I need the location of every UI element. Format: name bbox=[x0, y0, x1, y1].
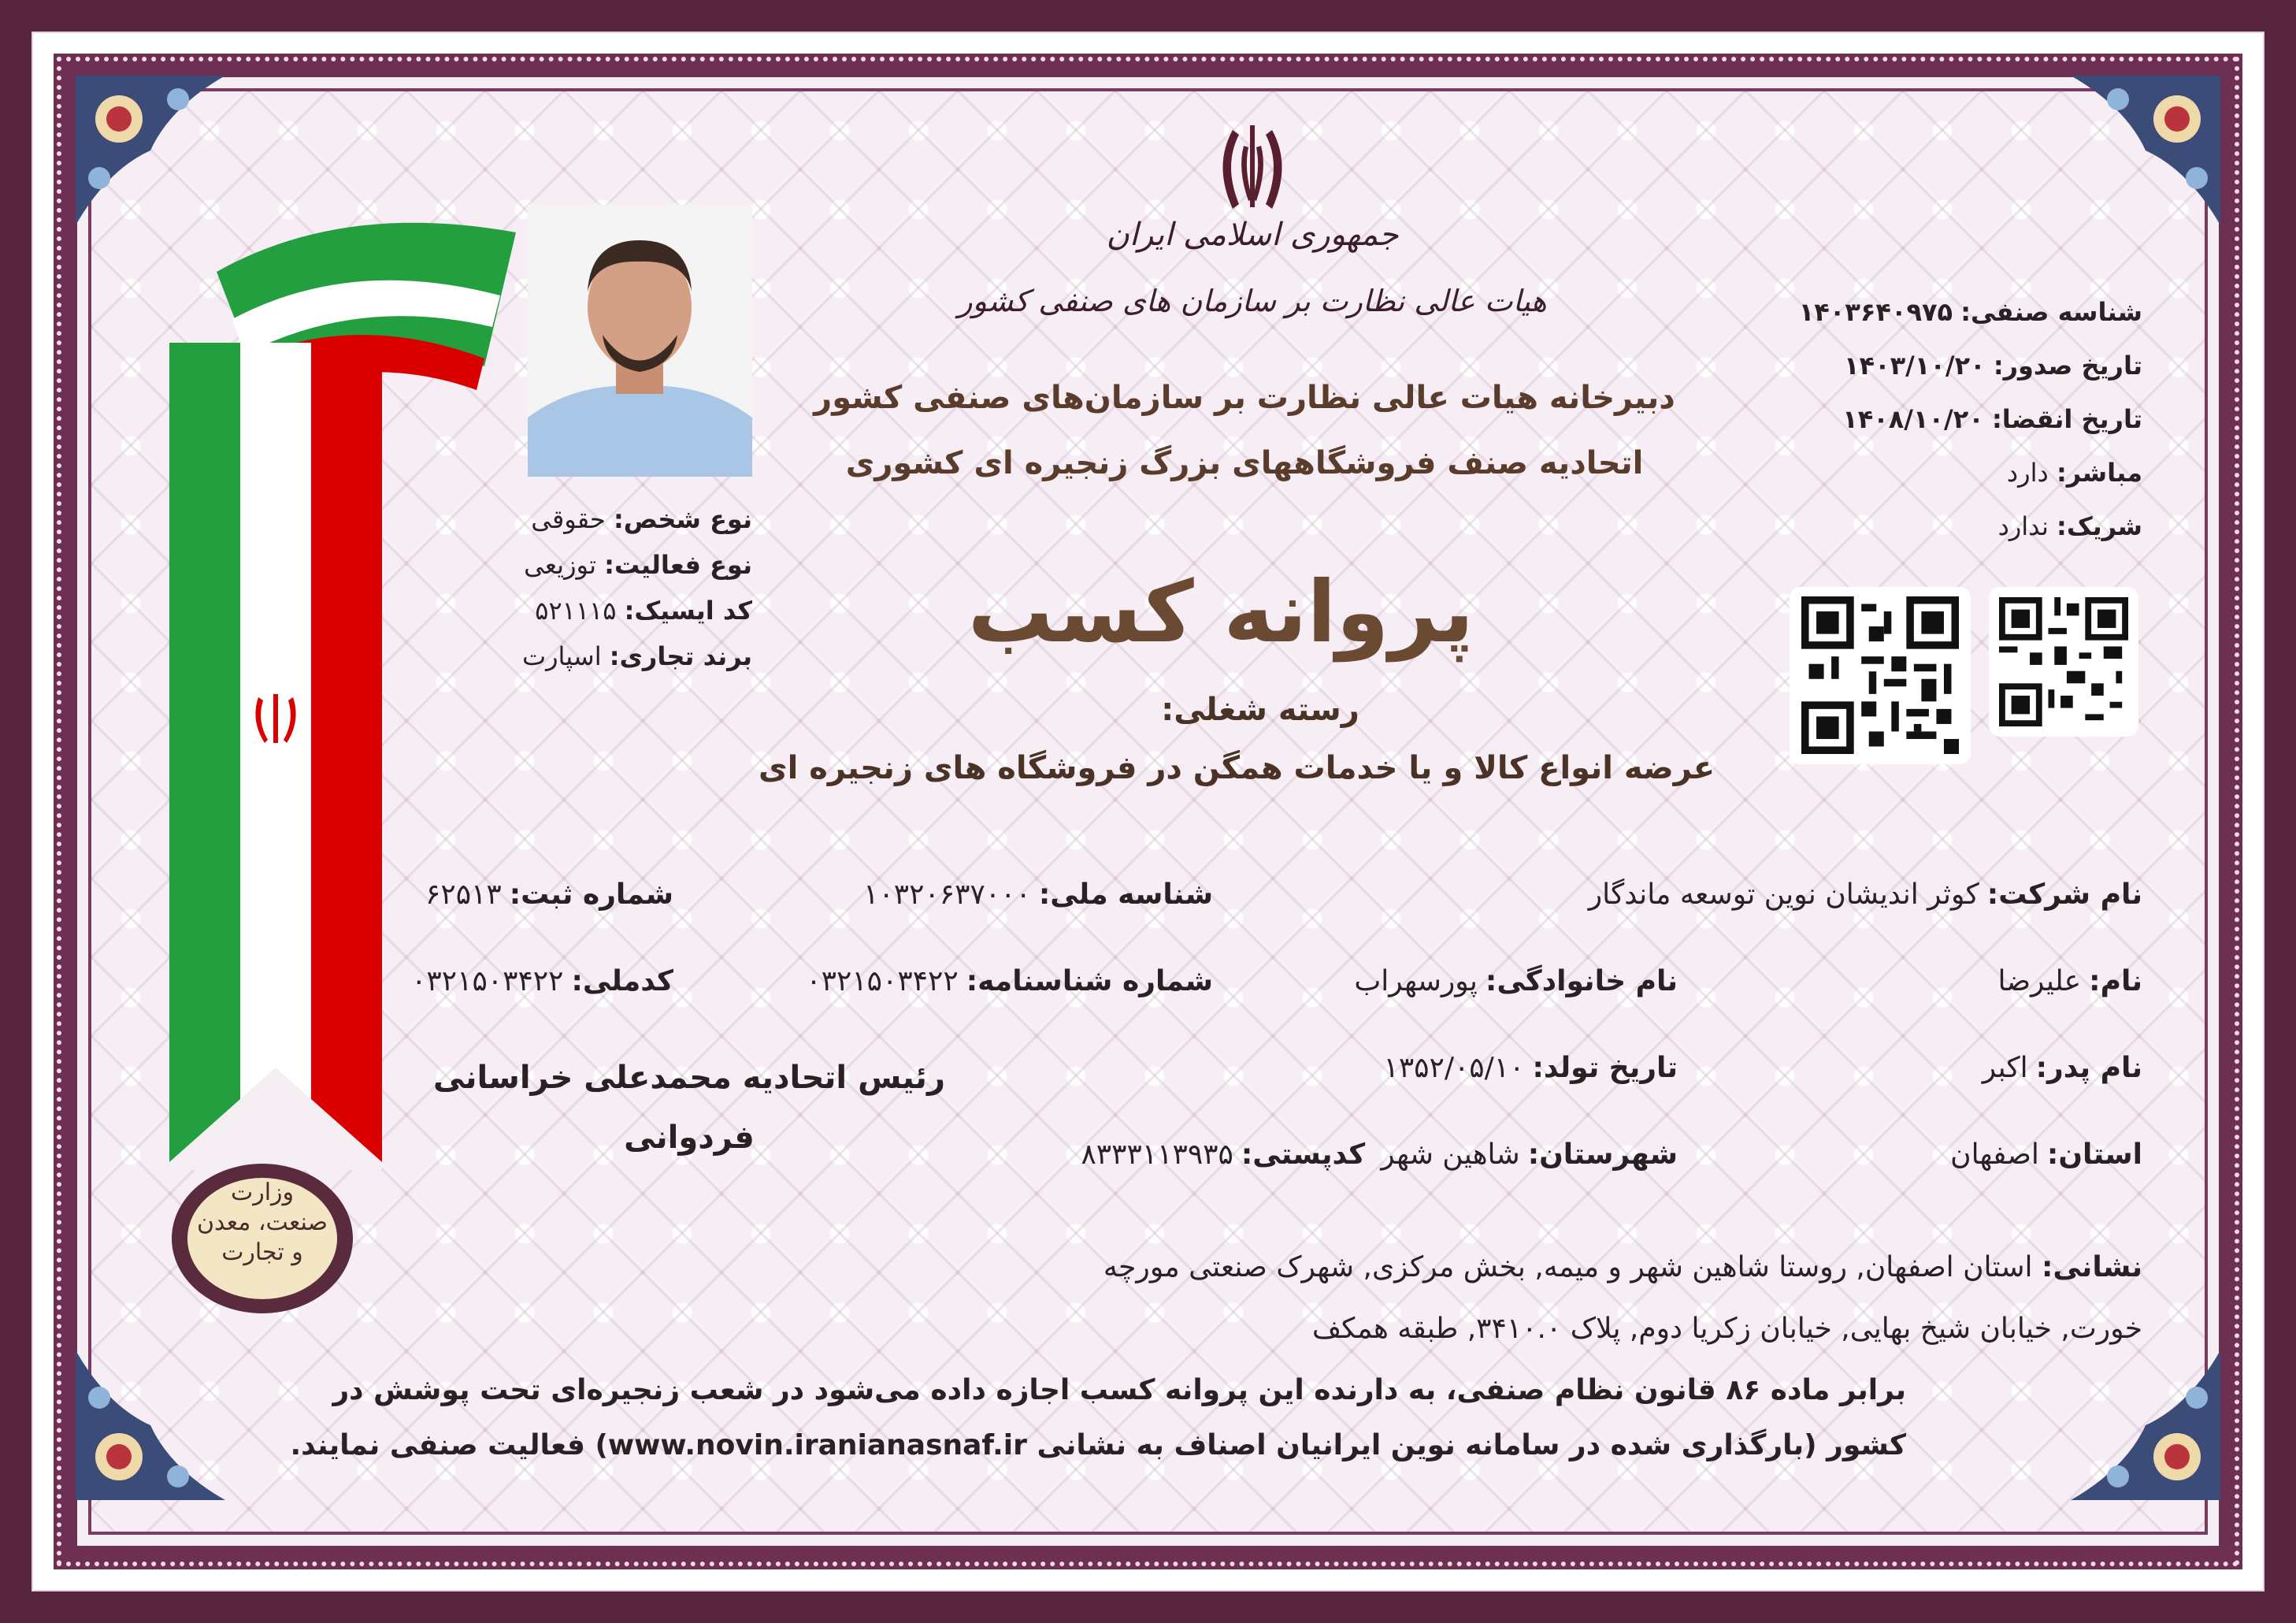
issue-date-label: تاریخ صدور: bbox=[1993, 351, 2142, 381]
father-label: نام پدر: bbox=[2035, 1052, 2142, 1084]
expiry-date-value: ۱۴۰۸/۱۰/۲۰ bbox=[1842, 404, 1984, 434]
family-value: پورسهراب bbox=[1354, 965, 1478, 997]
birth-date-field bbox=[1383, 1052, 1678, 1084]
city-label: شهرستان: bbox=[1527, 1138, 1678, 1171]
legal-notice bbox=[290, 1363, 1906, 1473]
address-line-2: خورت, خیابان شیخ بهایی, خیابان زکریا دوم, پلاک ۳۴۱۰.۰, طبقه همکف bbox=[1311, 1313, 2142, 1345]
family-label: نام خانوادگی: bbox=[1485, 965, 1678, 997]
isic-value: ۵۲۱۱۱۵ bbox=[535, 596, 617, 626]
emblem-board: هیات عالی نظارت بر سازمان های صنفی کشور bbox=[958, 284, 1547, 318]
qr-code-small bbox=[1989, 587, 2138, 737]
postal-label: کدپستی: bbox=[1241, 1138, 1366, 1171]
company-label: نام شرکت: bbox=[1986, 878, 2142, 911]
iran-flag-ribbon-icon bbox=[161, 201, 524, 1170]
address-label: نشانی: bbox=[2041, 1251, 2142, 1283]
legal-notice-line-1: برابر ماده ۸۶ قانون نظام صنفی، به دارنده این پروانه کسب اجازه داده می‌شود در شعب زنجیره‌ای تحت پوشش در bbox=[332, 1374, 1906, 1406]
header-line-2: اتحادیه صنف فروشگاههای بزرگ زنجیره ای کشوری bbox=[845, 445, 1644, 481]
national-id-field bbox=[863, 878, 1213, 911]
melli-code-field bbox=[411, 965, 673, 997]
qr-code-icon bbox=[1999, 597, 2128, 726]
signatory-line-2: فردوانی bbox=[624, 1120, 755, 1156]
address-block bbox=[977, 1237, 2142, 1360]
melli-code-label: کدملی: bbox=[571, 965, 673, 997]
registration-value: ۶۲۵۱۳ bbox=[425, 878, 502, 911]
registration-label: شماره ثبت: bbox=[509, 878, 673, 911]
iran-emblem-icon bbox=[1209, 122, 1296, 217]
signatory-line-1: رئیس اتحادیه محمدعلی خراسانی bbox=[433, 1060, 945, 1096]
father-field bbox=[1983, 1052, 2142, 1084]
legal-notice-line-2: کشور (بارگذاری شده در سامانه نوین ایرانیان اصناف به نشانی www.novin.iranianasnaf.ir) فعالیت صنفی نمایند. bbox=[290, 1429, 1906, 1461]
family-field bbox=[1354, 965, 1678, 997]
person-type-value: حقوقی bbox=[531, 504, 606, 534]
father-value: اکبر bbox=[1982, 1052, 2028, 1084]
id-number-label: شماره شناسنامه: bbox=[966, 965, 1213, 997]
person-type-label: نوع شخص: bbox=[613, 504, 752, 534]
holder-photo bbox=[528, 205, 752, 477]
name-value: علیرضا bbox=[1997, 965, 2082, 997]
corner-ornament-icon bbox=[2071, 1350, 2220, 1500]
header-line-1: دبیرخانه هیات عالی نظارت بر سازمان‌های صنفی کشور bbox=[814, 380, 1675, 416]
company-field bbox=[1589, 878, 2142, 911]
company-value: کوثر اندیشان نوین توسعه ماندگار bbox=[1588, 878, 1979, 911]
brand-label: برند تجاری: bbox=[609, 641, 752, 671]
id-number-field bbox=[806, 965, 1213, 997]
qr-code-icon bbox=[1801, 596, 1959, 754]
name-field bbox=[1998, 965, 2143, 997]
province-value: اصفهان bbox=[1950, 1138, 2039, 1171]
partner-value: ندارد bbox=[1997, 511, 2049, 541]
city-postal-field bbox=[1081, 1138, 1678, 1171]
page-title: پروانه کسب bbox=[967, 563, 1474, 662]
direct-value: دارد bbox=[2006, 458, 2049, 488]
province-label: استان: bbox=[2046, 1138, 2142, 1171]
photo-info-block bbox=[504, 496, 752, 679]
brand-value: اسپارت bbox=[521, 641, 602, 671]
melli-code-value: ۰۳۲۱۵۰۳۴۲۲ bbox=[411, 965, 564, 997]
seal-text bbox=[184, 1178, 341, 1268]
address-line-1: استان اصفهان, روستا شاهین شهر و میمه, بخش مرکزی, شهرک صنعتی مورچه bbox=[1103, 1251, 2033, 1283]
corner-ornament-icon bbox=[76, 1350, 225, 1500]
category-label: رسته شغلی: bbox=[1161, 692, 1359, 728]
seal-line-1: وزارت bbox=[230, 1179, 295, 1206]
seal-line-2: صنعت، معدن bbox=[197, 1209, 328, 1236]
guild-id-label: شناسه صنفی: bbox=[1960, 297, 2142, 327]
expiry-date-label: تاریخ انقضا: bbox=[1991, 404, 2142, 434]
corner-ornament-icon bbox=[2071, 76, 2220, 225]
emblem-country: جمهوری اسلامی ایران bbox=[1106, 217, 1399, 253]
national-id-label: شناسه ملی: bbox=[1038, 878, 1213, 911]
activity-label: نوع فعالیت: bbox=[604, 550, 752, 580]
direct-label: مباشر: bbox=[2056, 458, 2142, 488]
activity-value: توزیعی bbox=[524, 550, 596, 580]
category-value: عرضه انواع کالا و یا خدمات همگن در فروشگاه های زنجیره ای bbox=[758, 750, 1716, 786]
issue-date-value: ۱۴۰۳/۱۰/۲۰ bbox=[1844, 351, 1986, 381]
top-right-info bbox=[1764, 285, 2142, 553]
postal-value: ۸۳۳۳۱۱۳۹۳۵ bbox=[1081, 1138, 1233, 1171]
birth-date-value: ۱۳۵۲/۰۵/۱۰ bbox=[1383, 1052, 1525, 1084]
signatory bbox=[417, 1048, 961, 1168]
national-id-value: ۱۰۳۲۰۶۳۷۰۰۰ bbox=[863, 878, 1031, 911]
province-field bbox=[1950, 1138, 2142, 1171]
id-number-value: ۰۳۲۱۵۰۳۴۲۲ bbox=[806, 965, 959, 997]
person-photo-icon bbox=[528, 205, 752, 477]
city-value: شاهین شهر bbox=[1381, 1138, 1520, 1171]
registration-field bbox=[425, 878, 673, 911]
guild-id-value: ۱۴۰۳۶۴۰۹۷۵ bbox=[1798, 297, 1953, 327]
partner-label: شریک: bbox=[2057, 511, 2142, 541]
name-label: نام: bbox=[2089, 965, 2142, 997]
seal-line-3: و تجارت bbox=[221, 1239, 303, 1266]
qr-code-large bbox=[1790, 587, 1971, 764]
birth-date-label: تاریخ تولد: bbox=[1532, 1052, 1678, 1084]
isic-label: کد ایسیک: bbox=[624, 596, 752, 626]
